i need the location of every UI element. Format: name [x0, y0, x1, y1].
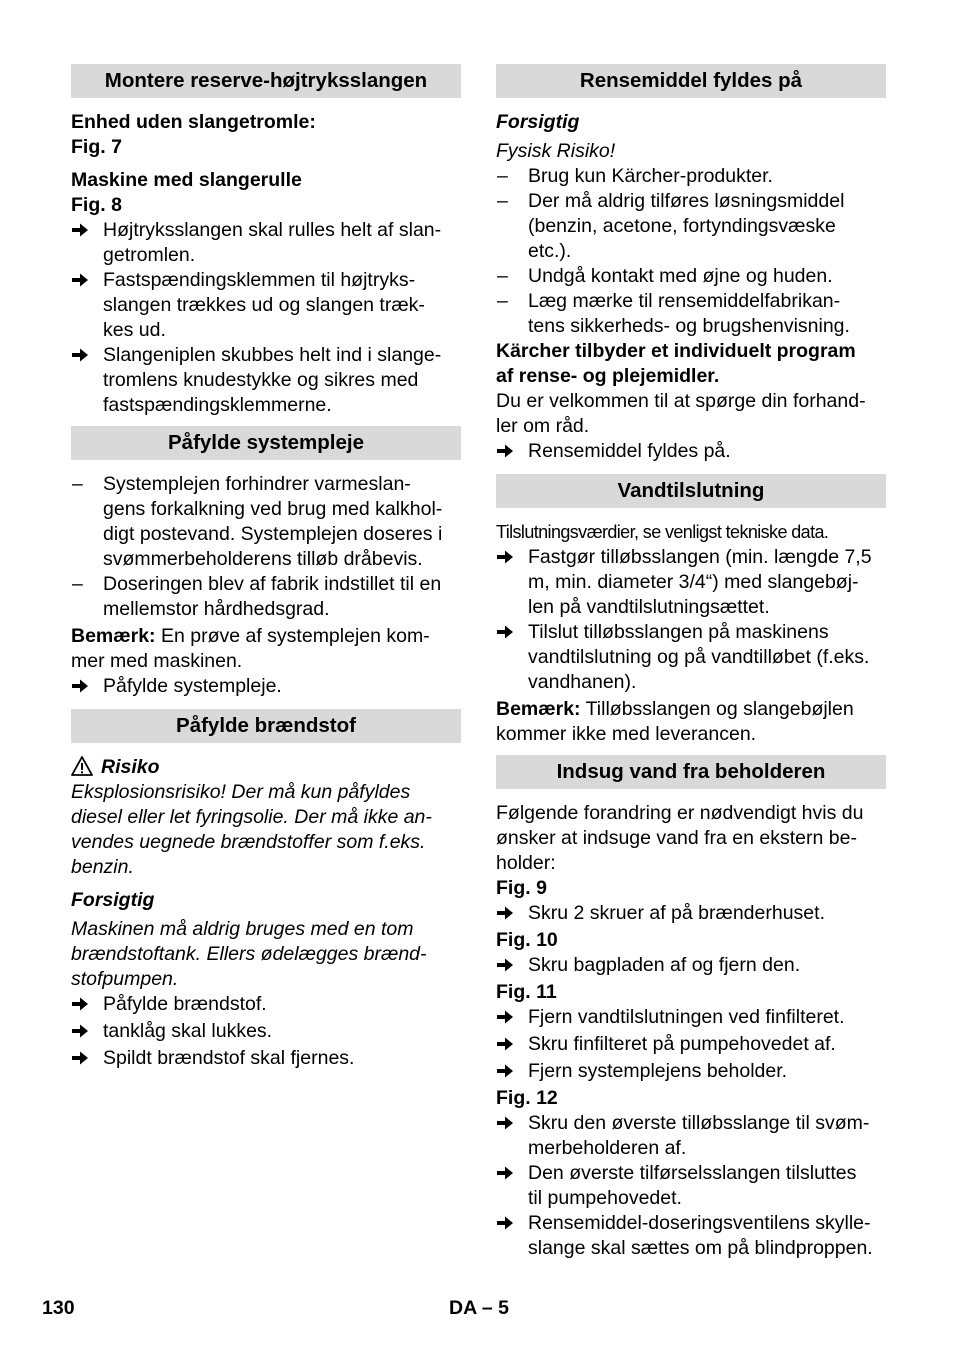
arrow-right-icon — [496, 957, 514, 973]
item-text — [103, 343, 461, 418]
text-line: Skru finfilteret på pumpehovedet af. — [528, 1033, 836, 1055]
caution-label: Forsigtig — [496, 111, 580, 133]
text-line: tanklåg skal lukkes. — [103, 1020, 273, 1042]
arrow-right-icon — [496, 1165, 514, 1181]
step-item — [496, 1161, 886, 1211]
step-marker — [71, 674, 103, 701]
text-line: Tilslut tilløbsslangen på maskinens — [528, 621, 829, 643]
unit-no-reel-label: Enhed uden slangetromle: — [71, 111, 316, 133]
step-marker — [71, 1019, 103, 1046]
risk-text — [71, 780, 461, 880]
fig-ref: Fig. 7 — [71, 136, 122, 158]
step-marker — [496, 439, 528, 466]
step-marker — [71, 992, 103, 1019]
item-text — [103, 1046, 461, 1073]
text-line: Doseringen blev af fabrik indstillet til en — [103, 573, 442, 595]
item-text — [528, 1032, 886, 1059]
fig-ref: Fig. 12 — [496, 1087, 558, 1109]
fig-ref: Fig. 9 — [496, 877, 547, 899]
dash-marker — [496, 189, 528, 264]
step-item — [496, 620, 886, 695]
item-text — [103, 1019, 461, 1046]
item-text — [528, 164, 886, 189]
item-text — [103, 218, 461, 268]
text-line: etc.). — [528, 240, 572, 262]
caution-text — [71, 917, 461, 992]
step-item — [496, 545, 886, 620]
text-line: af rense- og plejemidler. — [496, 365, 720, 387]
risk-label: Risiko — [101, 756, 160, 778]
caution-text: Fysisk Risiko! — [496, 140, 616, 162]
text-line: Slangeniplen skubbes helt ind i slange- — [103, 344, 442, 366]
step-item — [71, 218, 461, 268]
arrow-right-icon — [496, 905, 514, 921]
step-list — [496, 901, 886, 928]
text-line: svømmerbeholderens tilløb dråbevis. — [103, 548, 423, 570]
note-text: Tilløbsslangen og slangebøjlen — [580, 698, 854, 720]
item-text — [528, 953, 886, 980]
step-list — [71, 218, 461, 418]
item-text — [103, 268, 461, 343]
item-text — [528, 439, 886, 466]
text-line: kes ud. — [103, 319, 166, 341]
item-text — [103, 992, 461, 1019]
step-item — [71, 343, 461, 418]
step-item — [496, 1211, 886, 1261]
dash-glyph: – — [497, 190, 508, 212]
text-line: (benzin, acetone, fortyndingsvæske — [528, 215, 836, 237]
fig-ref: Fig. 8 — [71, 194, 122, 216]
text-line: Den øverste tilførselsslangen tilsluttes — [528, 1162, 857, 1184]
risk-heading — [71, 755, 461, 780]
text-line: ønsker at indsuge vand fra en ekstern be- — [496, 827, 857, 849]
arrow-right-icon — [496, 1215, 514, 1231]
step-list — [71, 674, 461, 701]
step-item — [71, 992, 461, 1019]
step-marker — [71, 343, 103, 418]
text-line: Læg mærke til rensemiddelfabrikan- — [528, 290, 841, 312]
machine-reel-label: Maskine med slangerulle — [71, 169, 302, 191]
step-list — [496, 545, 886, 695]
step-list — [496, 1005, 886, 1086]
bullet-item — [496, 189, 886, 264]
text-line: tens sikkerheds- og brugshenvisning. — [528, 315, 850, 337]
text-line: vendes uegnede brændstoffer som f.eks. — [71, 831, 426, 853]
text-line: ler om råd. — [496, 415, 590, 437]
step-item — [496, 439, 886, 466]
text-line: tromlens knudestykke og sikres med — [103, 369, 419, 391]
text-line: slange skal sættes om på blindproppen. — [528, 1237, 873, 1259]
arrow-right-icon — [71, 347, 89, 363]
water-intro: Tilslutningsværdier, se venligst tekniske data. — [496, 522, 829, 542]
text-line: m, min. diameter 3/4“) med slangebøj- — [528, 571, 859, 593]
step-item — [71, 268, 461, 343]
bullet-item — [496, 289, 886, 339]
step-item — [496, 1111, 886, 1161]
note-label: Bemærk: — [496, 698, 581, 720]
text-line: Spildt brændstof skal fjernes. — [103, 1047, 355, 1069]
arrow-right-icon — [71, 272, 89, 288]
step-item — [496, 953, 886, 980]
step-item — [496, 1005, 886, 1032]
arrow-right-icon — [496, 1009, 514, 1025]
right-column — [496, 64, 886, 1261]
item-text — [103, 472, 461, 572]
arrow-right-icon — [496, 549, 514, 565]
note-paragraph — [71, 624, 461, 649]
text-line: Kärcher tilbyder et individuelt program — [496, 340, 856, 362]
note-text: mer med maskinen. — [71, 650, 243, 672]
item-text — [528, 264, 886, 289]
fig-ref: Fig. 11 — [496, 981, 557, 1003]
text-line: vandtilslutning og på vandtilløbet (f.eks. — [528, 646, 870, 668]
text-line: Brug kun Kärcher-produkter. — [528, 165, 773, 187]
fig-ref: Fig. 10 — [496, 929, 558, 951]
bullet-item — [71, 472, 461, 572]
item-text — [528, 189, 886, 264]
text-line: getromlen. — [103, 244, 196, 266]
arrow-right-icon — [496, 1115, 514, 1131]
text-line: Fjern systemplejens beholder. — [528, 1060, 788, 1082]
item-text — [528, 1211, 886, 1261]
dash-glyph: – — [72, 573, 83, 595]
dash-marker — [496, 164, 528, 189]
text-line: Rensemiddel-doseringsventilens skylle- — [528, 1212, 871, 1234]
item-text — [528, 620, 886, 695]
text-line: Maskinen må aldrig bruges med en tom — [71, 918, 414, 940]
step-marker — [496, 1005, 528, 1032]
arrow-right-icon — [71, 1023, 89, 1039]
step-list — [71, 992, 461, 1073]
text-line: mellemstor hårdhedsgrad. — [103, 598, 330, 620]
step-marker — [496, 1111, 528, 1161]
arrow-right-icon — [496, 1036, 514, 1052]
text-line: Der må aldrig tilføres løsningsmiddel — [528, 190, 845, 212]
text-line: Påfylde brændstof. — [103, 993, 267, 1015]
text-line: vandhanen). — [528, 671, 637, 693]
step-item — [71, 1019, 461, 1046]
text-line: stofpumpen. — [71, 968, 179, 990]
section-heading-reserve-hose: Montere reserve-højtryksslangen — [71, 64, 461, 98]
dash-glyph: – — [72, 473, 83, 495]
bullet-item — [496, 264, 886, 289]
suction-intro — [496, 801, 886, 876]
text-line: Eksplosionsrisiko! Der må kun påfyldes — [71, 781, 411, 803]
text-line: Rensemiddel fyldes på. — [528, 440, 731, 462]
step-marker — [71, 1046, 103, 1073]
dash-marker — [71, 472, 103, 572]
arrow-right-icon — [71, 222, 89, 238]
text-line: fastspændingsklemmerne. — [103, 394, 332, 416]
step-marker — [496, 1211, 528, 1261]
step-marker — [71, 268, 103, 343]
step-marker — [496, 1032, 528, 1059]
item-text — [528, 289, 886, 339]
step-item — [71, 674, 461, 701]
text-line: benzin. — [71, 856, 134, 878]
text-line: Fjern vandtilslutningen ved finfilteret. — [528, 1006, 845, 1028]
text-line: Systemplejen forhindrer varmeslan- — [103, 473, 411, 495]
arrow-right-icon — [71, 678, 89, 694]
step-marker — [496, 953, 528, 980]
bullet-item — [496, 164, 886, 189]
item-text — [528, 545, 886, 620]
warning-triangle-icon — [71, 756, 93, 776]
section-heading-suction: Indsug vand fra beholderen — [496, 755, 886, 789]
text-line: Skru bagpladen af og fjern den. — [528, 954, 801, 976]
text-line: diesel eller let fyringsolie. Der må ikke an- — [71, 806, 432, 828]
dash-marker — [496, 289, 528, 339]
arrow-right-icon — [71, 1050, 89, 1066]
section-heading-water-connection: Vandtilslutning — [496, 474, 886, 508]
text-line: digt postevand. Systemplejen doseres i — [103, 523, 443, 545]
item-text — [528, 1111, 886, 1161]
step-list — [496, 953, 886, 980]
text-line: brændstoftank. Ellers ødelægges brænd- — [71, 943, 427, 965]
arrow-right-icon — [496, 1063, 514, 1079]
item-text — [528, 1059, 886, 1086]
text-line: Skru 2 skruer af på brænderhuset. — [528, 902, 825, 924]
section-heading-fuel: Påfylde brændstof — [71, 709, 461, 743]
step-marker — [496, 1161, 528, 1211]
item-text — [103, 572, 461, 622]
arrow-right-icon — [496, 624, 514, 640]
step-list — [496, 439, 886, 466]
item-text — [528, 1161, 886, 1211]
note-paragraph — [496, 697, 886, 722]
dash-marker — [71, 572, 103, 622]
step-marker — [496, 620, 528, 695]
text-line: gens forkalkning ved brug med kalkhol- — [103, 498, 443, 520]
dash-glyph: – — [497, 265, 508, 287]
text-line: len på vandtilslutningsættet. — [528, 596, 770, 618]
section-heading-detergent: Rensemiddel fyldes på — [496, 64, 886, 98]
text-line: til pumpehovedet. — [528, 1187, 682, 1209]
step-item — [496, 1032, 886, 1059]
dealer-info — [496, 389, 886, 439]
dash-glyph: – — [497, 165, 508, 187]
text-line: slangen trækkes ud og slangen træk- — [103, 294, 425, 316]
step-marker — [496, 901, 528, 928]
item-text — [103, 674, 461, 701]
step-marker — [496, 545, 528, 620]
note-label: Bemærk: — [71, 625, 156, 647]
note-text: kommer ikke med leverancen. — [496, 723, 757, 745]
text-line: holder: — [496, 852, 556, 874]
text-line: Følgende forandring er nødvendigt hvis du — [496, 802, 864, 824]
note-text: En prøve af systemplejen kom- — [155, 625, 430, 647]
bullet-item — [71, 572, 461, 622]
text-line: Undgå kontakt med øjne og huden. — [528, 265, 833, 287]
arrow-right-icon — [496, 443, 514, 459]
text-line: Du er velkommen til at spørge din forhand- — [496, 390, 866, 412]
bullet-list — [71, 472, 461, 622]
dash-glyph: – — [497, 290, 508, 312]
step-marker — [71, 218, 103, 268]
caution-label: Forsigtig — [71, 889, 155, 911]
bullet-list — [496, 164, 886, 339]
text-line: Skru den øverste tilløbsslange til svøm- — [528, 1112, 870, 1134]
step-item — [496, 901, 886, 928]
arrow-right-icon — [71, 996, 89, 1012]
text-line: Påfylde systempleje. — [103, 675, 282, 697]
text-line: merbeholderen af. — [528, 1137, 687, 1159]
item-text — [528, 1005, 886, 1032]
text-line: Fastgør tilløbsslangen (min. længde 7,5 — [528, 546, 872, 568]
step-item — [496, 1059, 886, 1086]
page-number: 130 — [42, 1297, 75, 1319]
step-item — [71, 1046, 461, 1073]
section-heading-system-care: Påfylde systempleje — [71, 426, 461, 460]
left-column — [71, 64, 461, 1073]
dash-marker — [496, 264, 528, 289]
text-line: Højtryksslangen skal rulles helt af slan- — [103, 219, 442, 241]
text-line: Fastspændingsklemmen til højtryks- — [103, 269, 416, 291]
language-page-label: DA – 5 — [449, 1297, 509, 1319]
step-marker — [496, 1059, 528, 1086]
program-info — [496, 339, 886, 389]
item-text — [528, 901, 886, 928]
step-list — [496, 1111, 886, 1261]
